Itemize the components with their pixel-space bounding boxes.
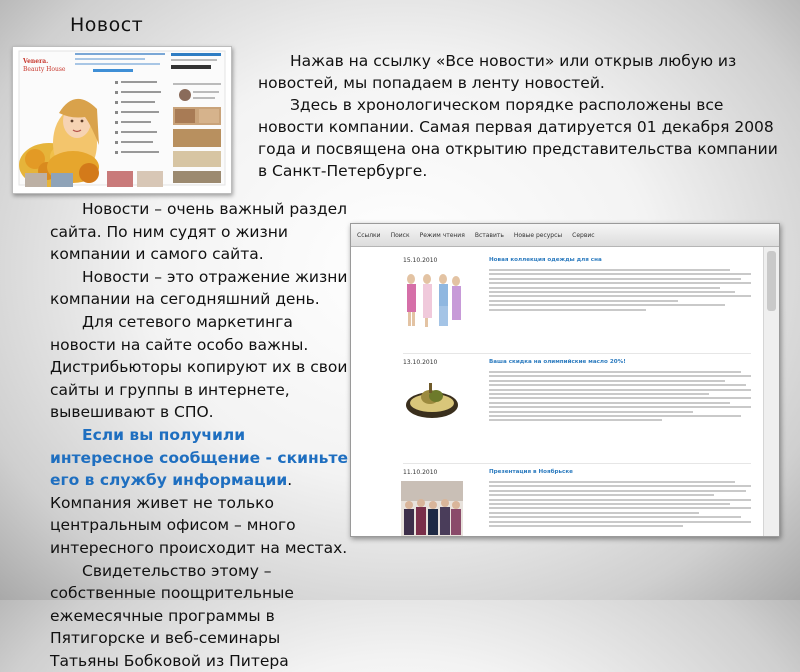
news-title: Презентация в Ноябрьске	[489, 469, 573, 475]
body-paragraph-1: Новости – очень важный раздел сайта. По ним судят о жизни компании и самого сайта.	[50, 198, 350, 266]
news-text-lines	[489, 371, 751, 424]
news-image-oil	[401, 371, 463, 433]
body-paragraph-4	[50, 424, 350, 560]
browser-toolbar	[351, 224, 779, 247]
scroll-thumb[interactable]	[767, 251, 776, 311]
slide-title: Новост	[70, 14, 143, 42]
highlight-text: Если вы получили интересное сообщение - скиньте его в службу информации	[50, 426, 348, 489]
body-paragraph-2: Новости – это отражение жизни компании на сегодняшний день.	[50, 266, 350, 311]
intro-paragraph-1: Нажав на ссылку «Все новости» или открыв любую из новостей, мы попадаем в ленту новостей.	[258, 50, 778, 94]
site-homepage-thumbnail	[12, 46, 232, 194]
toolbar-item-search: Поиск	[391, 232, 410, 239]
toolbar-item-links: Ссылки	[357, 232, 381, 239]
logo-line1: Venera.	[22, 58, 48, 65]
news-image-sleepwear	[401, 269, 463, 331]
body-paragraph-5: Свидетельство этому – собственные поощрительные ежемесячные программы в Пятигорске и веб-семинары Татьяны Бобковой из Питера	[50, 560, 350, 672]
toolbar-item-insert: Вставить	[475, 232, 504, 239]
toolbar-item-new-resources: Новые ресурсы	[514, 232, 562, 239]
news-list	[351, 247, 763, 536]
news-separator	[403, 353, 751, 354]
scrollbar[interactable]	[763, 247, 779, 536]
logo-line2: Beauty House	[23, 66, 66, 73]
news-feed-screenshot	[350, 223, 780, 537]
news-date: 11.10.2010	[403, 469, 437, 476]
body-text	[50, 198, 350, 672]
news-date: 13.10.2010	[403, 359, 437, 366]
intro-paragraph-2: Здесь в хронологическом порядке расположены все новости компании. Самая первая датируется 01 декабря 2008 года и посвящена она открытию представительства компании в Санкт-Петербурге.	[258, 94, 778, 182]
toolbar-item-tools: Сервис	[572, 232, 594, 239]
body-paragraph-3: Для сетевого маркетинга новости на сайте особо важны. Дистрибьюторы копируют их в свои сайты и группы в интернете, вывешивают в СПО.	[50, 311, 350, 424]
news-title: Ваша скидка на олимпийские масло 20%!	[489, 359, 626, 365]
news-separator	[403, 463, 751, 464]
news-image-presentation	[401, 481, 463, 537]
news-text-lines	[489, 269, 751, 313]
toolbar-item-reader: Режим чтения	[420, 232, 465, 239]
news-text-lines	[489, 481, 751, 529]
site-homepage-image	[13, 47, 231, 193]
news-date: 15.10.2010	[403, 257, 437, 264]
body-paragraph-4-rest: . Компания живет не только центральным офисом – много интересного происходит на местах.	[50, 471, 347, 557]
intro-text	[258, 50, 778, 182]
news-title: Новая коллекция одежды для сна	[489, 257, 602, 263]
